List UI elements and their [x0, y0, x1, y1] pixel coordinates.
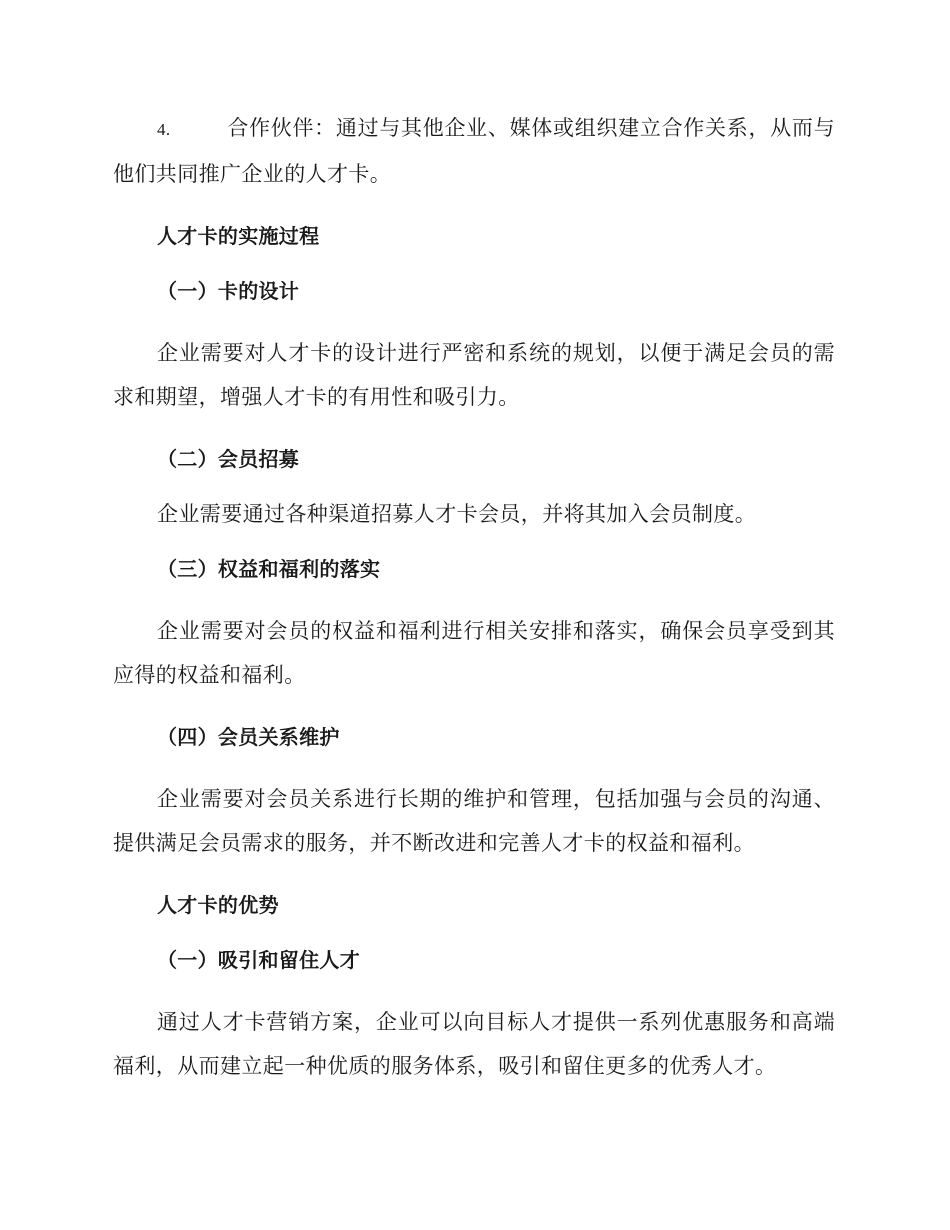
subheading-member-relations: （四）会员关系维护 [157, 725, 340, 749]
section-heading-implementation: 人才卡的实施过程 [157, 224, 320, 248]
list-item-4 [113, 106, 835, 196]
subheading-member-recruitment: （二）会员招募 [157, 447, 300, 471]
paragraph-benefits: 企业需要对会员的权益和福利进行相关安排和落实，确保会员享受到其应得的权益和福利。 [113, 619, 835, 687]
paragraph-card-design: 企业需要对人才卡的设计进行严密和系统的规划，以便于满足会员的需求和期望，增强人才卡的有用性和吸引力。 [113, 341, 835, 409]
subheading-attract-talent: （一）吸引和留住人才 [157, 948, 360, 972]
document-body [113, 106, 835, 1113]
subheading-benefits: （三）权益和福利的落实 [157, 557, 381, 581]
paragraph-member-relations: 企业需要对会员关系进行长期的维护和管理，包括加强与会员的沟通、提供满足会员需求的服务，并不断改进和完善人才卡的权益和福利。 [113, 787, 835, 855]
paragraph-attract-talent: 通过人才卡营销方案，企业可以向目标人才提供一系列优惠服务和高端福利，从而建立起一种优质的服务体系，吸引和留住更多的优秀人才。 [113, 1010, 835, 1078]
list-item-text: 合作伙伴：通过与其他企业、媒体或组织建立合作关系，从而与他们共同推广企业的人才卡。 [113, 116, 835, 186]
paragraph-member-recruitment: 企业需要通过各种渠道招募人才卡会员，并将其加入会员制度。 [157, 502, 757, 526]
section-heading-advantages: 人才卡的优势 [157, 893, 279, 917]
subheading-card-design: （一）卡的设计 [157, 279, 300, 303]
list-number: 4. [157, 120, 171, 139]
